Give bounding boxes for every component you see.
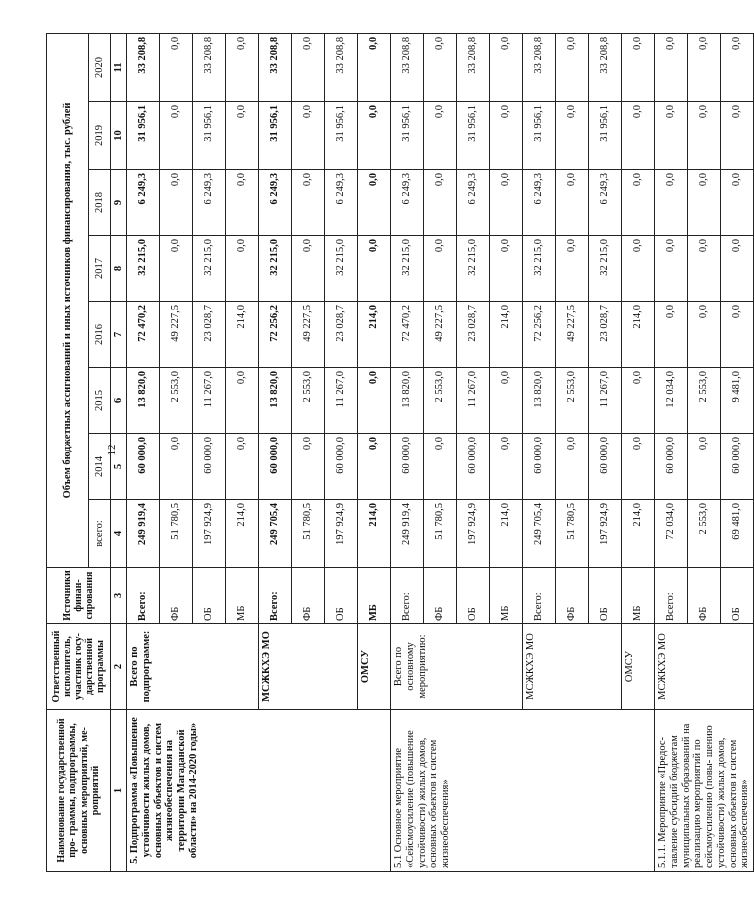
amount-cell: 32 215,0	[259, 236, 292, 302]
amount-cell: 249 705,4	[523, 500, 556, 568]
amount-cell: 72 256,2	[523, 302, 556, 368]
amount-cell: 0,0	[160, 434, 193, 500]
amount-cell: 0,0	[358, 434, 391, 500]
amount-cell: 0,0	[688, 102, 721, 170]
amount-cell: 32 215,0	[127, 236, 160, 302]
amount-cell: 0,0	[160, 170, 193, 236]
amount-cell: 60 000,0	[259, 434, 292, 500]
header-numbers-row	[111, 33, 127, 871]
amount-cell: 0,0	[721, 102, 754, 170]
amount-cell: 214,0	[226, 302, 259, 368]
amount-cell: 0,0	[622, 368, 655, 434]
amount-cell: 0,0	[490, 170, 523, 236]
amount-cell: 0,0	[226, 434, 259, 500]
header-responsible: Ответственный исполнитель, участник госу- дарственной программы	[47, 624, 111, 710]
amount-cell: 51 780,5	[424, 500, 457, 568]
column-number: 1	[111, 710, 127, 872]
amount-cell: 0,0	[226, 368, 259, 434]
amount-cell: 0,0	[226, 170, 259, 236]
amount-cell: 33 208,8	[391, 33, 424, 101]
amount-cell: 0,0	[424, 170, 457, 236]
page-number: 12	[106, 444, 118, 456]
amount-cell: 0,0	[226, 236, 259, 302]
amount-cell: 0,0	[358, 33, 391, 101]
program-name: 5.1.1. Мероприятие «Предос- тавление субсидий бюджетам муниципальных образований на реализацию мероприятий по сейсмоусилению (повы- шению устойчивости) жилых домов, основных объектов и систем жизнеобеспечения»	[655, 710, 754, 872]
amount-cell: 214,0	[622, 500, 655, 568]
amount-cell: 0,0	[292, 434, 325, 500]
column-number: 4	[111, 500, 127, 568]
amount-cell: 2 553,0	[424, 368, 457, 434]
amount-cell: 23 028,7	[193, 302, 226, 368]
responsible-executor: МСЖКХЭ МО	[655, 624, 754, 710]
amount-cell: 33 208,8	[325, 33, 358, 101]
amount-cell: 31 956,1	[259, 102, 292, 170]
header-year: 2017	[89, 236, 111, 302]
funding-source: ФБ	[424, 568, 457, 624]
amount-cell: 23 028,7	[325, 302, 358, 368]
header-year: 2016	[89, 302, 111, 368]
amount-cell: 0,0	[721, 302, 754, 368]
amount-cell: 12 034,0	[655, 368, 688, 434]
amount-cell: 0,0	[292, 170, 325, 236]
amount-cell: 0,0	[160, 102, 193, 170]
amount-cell: 32 215,0	[325, 236, 358, 302]
amount-cell: 49 227,5	[160, 302, 193, 368]
amount-cell: 249 919,4	[391, 500, 424, 568]
amount-cell: 0,0	[424, 102, 457, 170]
amount-cell: 0,0	[424, 33, 457, 101]
responsible-executor: Всего по основному мероприятию:	[391, 624, 523, 710]
header-name: Наименование государственной про- граммы, подпрограммы, основных мероприятий, ме- роприятий	[47, 710, 111, 872]
amount-cell: 197 924,9	[457, 500, 490, 568]
column-number: 2	[111, 624, 127, 710]
amount-cell: 51 780,5	[556, 500, 589, 568]
amount-cell: 0,0	[424, 434, 457, 500]
funding-source: ФБ	[556, 568, 589, 624]
header-year: всего:	[89, 500, 111, 568]
amount-cell: 0,0	[556, 33, 589, 101]
amount-cell: 214,0	[226, 500, 259, 568]
column-number: 7	[111, 302, 127, 368]
amount-cell: 0,0	[490, 368, 523, 434]
amount-cell: 32 215,0	[457, 236, 490, 302]
amount-cell: 60 000,0	[457, 434, 490, 500]
amount-cell: 60 000,0	[589, 434, 622, 500]
amount-cell: 0,0	[490, 102, 523, 170]
amount-cell: 0,0	[490, 236, 523, 302]
amount-cell: 249 919,4	[127, 500, 160, 568]
amount-cell: 6 249,3	[523, 170, 556, 236]
amount-cell: 6 249,3	[457, 170, 490, 236]
table-row	[391, 33, 424, 871]
funding-source: ОБ	[721, 568, 754, 624]
amount-cell: 32 215,0	[523, 236, 556, 302]
amount-cell: 13 820,0	[127, 368, 160, 434]
funding-source: ОБ	[325, 568, 358, 624]
amount-cell: 72 470,2	[127, 302, 160, 368]
amount-cell: 23 028,7	[457, 302, 490, 368]
funding-source: МБ	[490, 568, 523, 624]
amount-cell: 214,0	[358, 500, 391, 568]
amount-cell: 0,0	[655, 236, 688, 302]
amount-cell: 31 956,1	[325, 102, 358, 170]
amount-cell: 197 924,9	[193, 500, 226, 568]
header-year: 2014	[89, 434, 111, 500]
amount-cell: 0,0	[160, 33, 193, 101]
amount-cell: 13 820,0	[259, 368, 292, 434]
amount-cell: 0,0	[556, 236, 589, 302]
amount-cell: 31 956,1	[127, 102, 160, 170]
amount-cell: 6 249,3	[193, 170, 226, 236]
amount-cell: 0,0	[358, 170, 391, 236]
amount-cell: 6 249,3	[325, 170, 358, 236]
funding-source: Всего:	[523, 568, 556, 624]
amount-cell: 33 208,8	[523, 33, 556, 101]
column-number: 5	[111, 434, 127, 500]
amount-cell: 60 000,0	[523, 434, 556, 500]
amount-cell: 6 249,3	[127, 170, 160, 236]
amount-cell: 0,0	[688, 302, 721, 368]
amount-cell: 0,0	[721, 236, 754, 302]
funding-source: ФБ	[688, 568, 721, 624]
amount-cell: 49 227,5	[556, 302, 589, 368]
amount-cell: 33 208,8	[457, 33, 490, 101]
amount-cell: 0,0	[622, 33, 655, 101]
amount-cell: 11 267,0	[457, 368, 490, 434]
amount-cell: 0,0	[655, 170, 688, 236]
table-row	[655, 33, 688, 871]
amount-cell: 31 956,1	[589, 102, 622, 170]
amount-cell: 0,0	[688, 434, 721, 500]
column-number: 3	[111, 568, 127, 624]
amount-cell: 60 000,0	[391, 434, 424, 500]
amount-cell: 0,0	[688, 236, 721, 302]
amount-cell: 214,0	[490, 500, 523, 568]
amount-cell: 60 000,0	[325, 434, 358, 500]
header-year: 2015	[89, 368, 111, 434]
amount-cell: 11 267,0	[589, 368, 622, 434]
amount-cell: 0,0	[622, 236, 655, 302]
column-number: 9	[111, 170, 127, 236]
program-name: 5. Подпрограмма «Повышение устойчивости жилых домов, основных объектов и систем жизнеобеспечения на территории Магаданской области» на 2014-2020 годы»	[127, 710, 391, 872]
amount-cell: 33 208,8	[193, 33, 226, 101]
amount-cell: 6 249,3	[259, 170, 292, 236]
rotated-table-sheet	[46, 34, 751, 872]
program-name: 5.1 Основное мероприятие «Сейсмоусиление (повышение устойчивости) жилых домов, основных объектов и систем жизнеобеспечения»	[391, 710, 655, 872]
amount-cell: 31 956,1	[523, 102, 556, 170]
amount-cell: 0,0	[358, 368, 391, 434]
funding-source: ОБ	[193, 568, 226, 624]
amount-cell: 51 780,5	[292, 500, 325, 568]
header-source: Источники финан- сирования	[47, 568, 111, 624]
amount-cell: 0,0	[226, 102, 259, 170]
amount-cell: 214,0	[622, 302, 655, 368]
amount-cell: 23 028,7	[589, 302, 622, 368]
funding-source: ФБ	[160, 568, 193, 624]
amount-cell: 0,0	[556, 434, 589, 500]
amount-cell: 0,0	[688, 170, 721, 236]
column-number: 8	[111, 236, 127, 302]
funding-source: Всего:	[127, 568, 160, 624]
amount-cell: 31 956,1	[193, 102, 226, 170]
column-number: 11	[111, 33, 127, 101]
amount-cell: 32 215,0	[391, 236, 424, 302]
amount-cell: 51 780,5	[160, 500, 193, 568]
amount-cell: 0,0	[622, 170, 655, 236]
amount-cell: 0,0	[292, 33, 325, 101]
responsible-executor: ОМСУ	[622, 624, 655, 710]
amount-cell: 49 227,5	[292, 302, 325, 368]
amount-cell: 0,0	[358, 102, 391, 170]
amount-cell: 72 034,0	[655, 500, 688, 568]
responsible-executor: ОМСУ	[358, 624, 391, 710]
amount-cell: 0,0	[655, 33, 688, 101]
amount-cell: 32 215,0	[193, 236, 226, 302]
amount-cell: 0,0	[490, 434, 523, 500]
amount-cell: 2 553,0	[160, 368, 193, 434]
amount-cell: 0,0	[226, 33, 259, 101]
amount-cell: 0,0	[556, 170, 589, 236]
amount-cell: 60 000,0	[193, 434, 226, 500]
amount-cell: 31 956,1	[457, 102, 490, 170]
amount-cell: 9 481,0	[721, 368, 754, 434]
amount-cell: 49 227,5	[424, 302, 457, 368]
amount-cell: 6 249,3	[589, 170, 622, 236]
amount-cell: 11 267,0	[193, 368, 226, 434]
column-number: 10	[111, 102, 127, 170]
amount-cell: 33 208,8	[127, 33, 160, 101]
funding-source: Всего:	[259, 568, 292, 624]
funding-source: МБ	[622, 568, 655, 624]
funding-source: ФБ	[292, 568, 325, 624]
amount-cell: 69 481,0	[721, 500, 754, 568]
amount-cell: 0,0	[556, 102, 589, 170]
amount-cell: 33 208,8	[589, 33, 622, 101]
amount-cell: 0,0	[721, 33, 754, 101]
amount-cell: 0,0	[160, 236, 193, 302]
amount-cell: 0,0	[424, 236, 457, 302]
funding-source: ОБ	[457, 568, 490, 624]
amount-cell: 2 553,0	[688, 368, 721, 434]
header-year: 2019	[89, 102, 111, 170]
amount-cell: 0,0	[688, 33, 721, 101]
amount-cell: 72 256,2	[259, 302, 292, 368]
amount-cell: 0,0	[721, 170, 754, 236]
amount-cell: 197 924,9	[589, 500, 622, 568]
responsible-executor: МСЖКХЭ МО	[259, 624, 358, 710]
header-volume: Объем бюджетных ассигнований и иных источников финансирования, тыс. рублей	[47, 33, 89, 567]
table-row	[127, 33, 160, 871]
amount-cell: 0,0	[490, 33, 523, 101]
amount-cell: 11 267,0	[325, 368, 358, 434]
column-number: 6	[111, 368, 127, 434]
amount-cell: 60 000,0	[655, 434, 688, 500]
header-row	[47, 33, 89, 871]
funding-source: Всего:	[391, 568, 424, 624]
amount-cell: 0,0	[622, 102, 655, 170]
financing-table	[46, 33, 754, 872]
amount-cell: 214,0	[358, 302, 391, 368]
amount-cell: 2 553,0	[292, 368, 325, 434]
amount-cell: 0,0	[655, 102, 688, 170]
amount-cell: 214,0	[490, 302, 523, 368]
amount-cell: 0,0	[622, 434, 655, 500]
amount-cell: 2 553,0	[556, 368, 589, 434]
amount-cell: 0,0	[292, 102, 325, 170]
amount-cell: 197 924,9	[325, 500, 358, 568]
funding-source: Всего:	[655, 568, 688, 624]
amount-cell: 249 705,4	[259, 500, 292, 568]
responsible-executor: МСЖКХЭ МО	[523, 624, 622, 710]
funding-source: ОБ	[589, 568, 622, 624]
amount-cell: 60 000,0	[721, 434, 754, 500]
amount-cell: 60 000,0	[127, 434, 160, 500]
amount-cell: 13 820,0	[391, 368, 424, 434]
amount-cell: 33 208,8	[259, 33, 292, 101]
funding-source: МБ	[226, 568, 259, 624]
amount-cell: 32 215,0	[589, 236, 622, 302]
amount-cell: 13 820,0	[523, 368, 556, 434]
amount-cell: 2 553,0	[688, 500, 721, 568]
funding-source: МБ	[358, 568, 391, 624]
amount-cell: 6 249,3	[391, 170, 424, 236]
amount-cell: 0,0	[292, 236, 325, 302]
responsible-executor: Всего по подпрограмме:	[127, 624, 259, 710]
header-year: 2020	[89, 33, 111, 101]
amount-cell: 0,0	[655, 302, 688, 368]
amount-cell: 72 470,2	[391, 302, 424, 368]
header-year: 2018	[89, 170, 111, 236]
amount-cell: 31 956,1	[391, 102, 424, 170]
amount-cell: 0,0	[358, 236, 391, 302]
